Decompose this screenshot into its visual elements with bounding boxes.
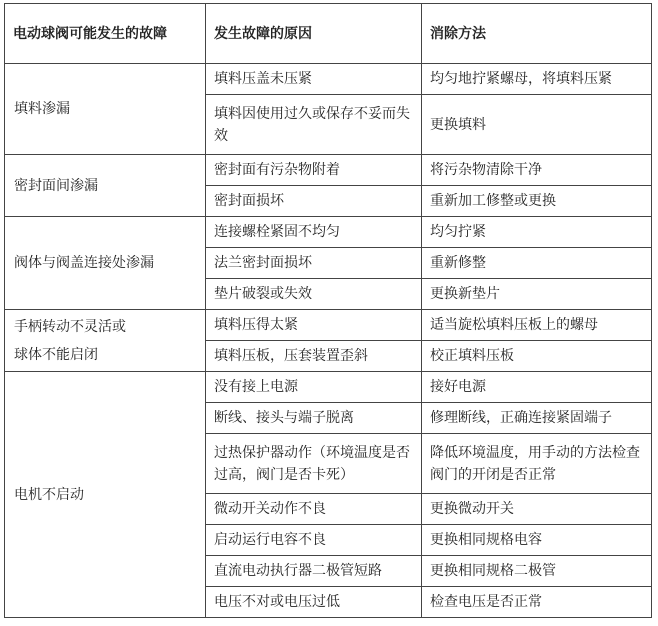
remedy-cell: 更换相同规格电容 — [422, 525, 652, 556]
header-cause: 发生故障的原因 — [206, 4, 422, 64]
fault-cell: 密封面间渗漏 — [5, 155, 206, 217]
header-remedy: 消除方法 — [422, 4, 652, 64]
remedy-cell: 将污杂物清除干净 — [422, 155, 652, 186]
fault-line: 球体不能启闭 — [14, 346, 98, 363]
table-row — [5, 155, 652, 186]
remedy-cell: 更换填料 — [422, 95, 652, 155]
cause-cell: 法兰密封面损坏 — [206, 248, 422, 279]
fault-line: 手柄转动不灵活或 — [14, 318, 126, 335]
remedy-cell: 校正填料压板 — [422, 341, 652, 372]
cause-cell: 密封面损坏 — [206, 186, 422, 217]
remedy-cell: 降低环境温度，用手动的方法检查阀门的开闭是否正常 — [422, 434, 652, 494]
cause-cell: 直流电动执行器二极管短路 — [206, 556, 422, 587]
remedy-cell: 接好电源 — [422, 372, 652, 403]
table-row — [5, 217, 652, 248]
fault-cell: 电机不启动 — [5, 372, 206, 618]
table-row — [5, 372, 652, 403]
cause-cell: 密封面有污杂物附着 — [206, 155, 422, 186]
cause-cell: 启动运行电容不良 — [206, 525, 422, 556]
remedy-cell: 检查电压是否正常 — [422, 587, 652, 618]
cause-cell: 断线、接头与端子脱离 — [206, 403, 422, 434]
remedy-cell: 更换微动开关 — [422, 494, 652, 525]
remedy-cell: 重新加工修整或更换 — [422, 186, 652, 217]
remedy-cell: 更换新垫片 — [422, 279, 652, 310]
cause-cell: 电压不对或电压过低 — [206, 587, 422, 618]
cause-cell: 微动开关动作不良 — [206, 494, 422, 525]
troubleshooting-table — [4, 3, 652, 618]
remedy-cell: 均匀拧紧 — [422, 217, 652, 248]
remedy-cell: 均匀地拧紧螺母，将填料压紧 — [422, 64, 652, 95]
table-row — [5, 310, 652, 341]
cause-cell: 填料压板，压套装置歪斜 — [206, 341, 422, 372]
header-row — [5, 4, 652, 64]
fault-cell: 阀体与阀盖连接处渗漏 — [5, 217, 206, 310]
cause-cell: 过热保护器动作（环境温度是否过高，阀门是否卡死） — [206, 434, 422, 494]
cause-cell: 垫片破裂或失效 — [206, 279, 422, 310]
cause-cell: 填料压盖未压紧 — [206, 64, 422, 95]
remedy-cell: 更换相同规格二极管 — [422, 556, 652, 587]
cause-cell: 连接螺栓紧固不均匀 — [206, 217, 422, 248]
fault-cell: 填料渗漏 — [5, 64, 206, 155]
cause-cell: 填料压得太紧 — [206, 310, 422, 341]
remedy-cell: 重新修整 — [422, 248, 652, 279]
remedy-cell: 修理断线，正确连接紧固端子 — [422, 403, 652, 434]
header-fault: 电动球阀可能发生的故障 — [5, 4, 206, 64]
cause-cell: 没有接上电源 — [206, 372, 422, 403]
fault-cell — [5, 310, 206, 372]
cause-cell: 填料因使用过久或保存不妥而失效 — [206, 95, 422, 155]
remedy-cell: 适当旋松填料压板上的螺母 — [422, 310, 652, 341]
table-row — [5, 64, 652, 95]
